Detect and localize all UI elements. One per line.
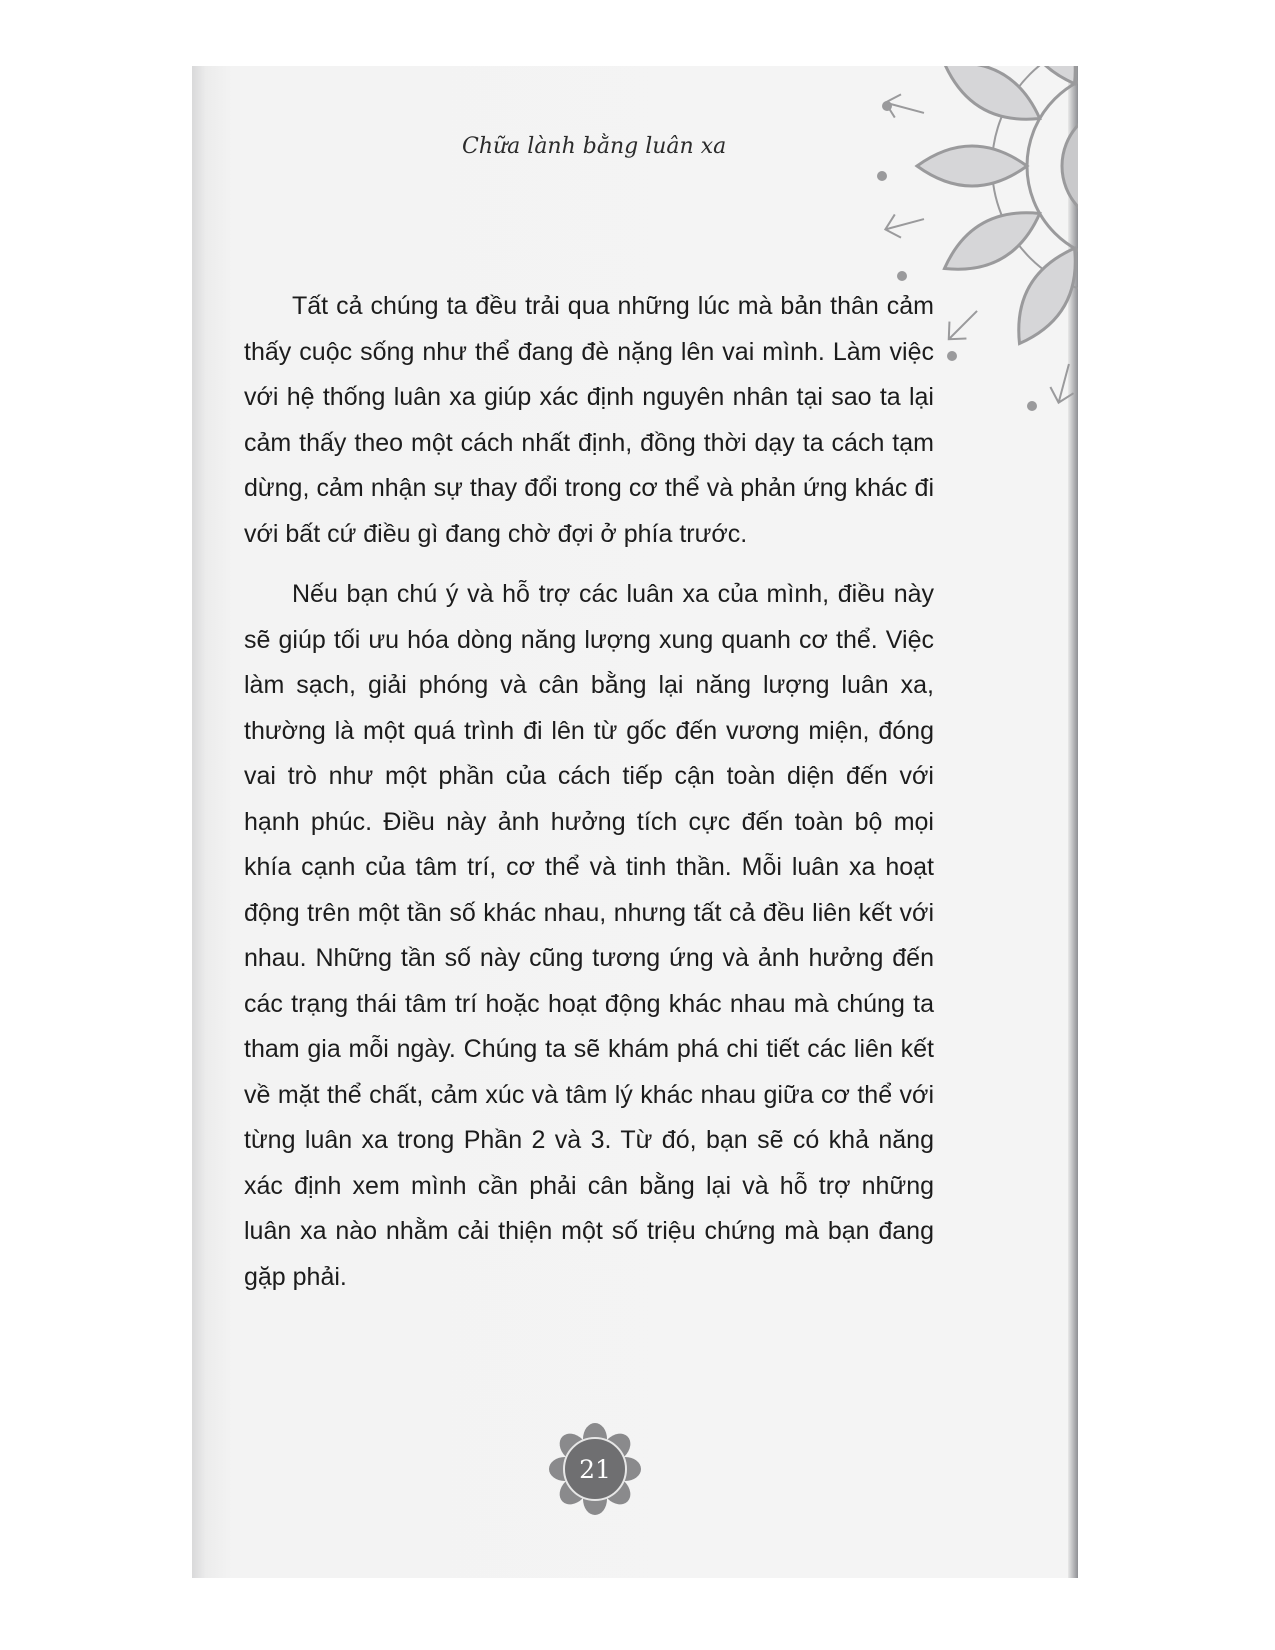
page-number: 21 bbox=[579, 1454, 611, 1484]
running-head: Chữa lành bằng luân xa bbox=[462, 134, 727, 159]
book-page bbox=[192, 66, 1078, 1578]
paragraph: Nếu bạn chú ý và hỗ trợ các luân xa của mình, điều này sẽ giúp tối ưu hóa dòng năng lượng xung quanh cơ thể. Việc làm sạch, giải phóng và cân bằng lại năng lượng luân xa, thường là một quá trình đi lên từ gốc đến vương miện, đóng vai trò như một phần của cách tiếp cận toàn diện đến với hạnh phúc. Điều này ảnh hưởng tích cực đến toàn bộ mọi khía cạnh của tâm trí, cơ thể và tinh thần. Mỗi luân xa hoạt động trên một tần số khác nhau, nhưng tất cả đều liên kết với nhau. Những tần số này cũng tương ứng và ảnh hưởng đến các trạng thái tâm trí hoặc hoạt động khác nhau mà chúng ta tham gia mỗi ngày. Chúng ta sẽ khám phá chi tiết các liên kết về mặt thể chất, cảm xúc và tâm lý khác nhau giữa cơ thể với từng luân xa trong Phần 2 và 3. Từ đó, bạn sẽ có khả năng xác định xem mình cần phải cân bằng lại và hỗ trợ những luân xa nào nhằm cải thiện một số triệu chứng mà bạn đang gặp phải. bbox=[244, 580, 934, 1291]
paragraph: Tất cả chúng ta đều trải qua những lúc mà bản thân cảm thấy cuộc sống như thể đang đè nặng lên vai mình. Làm việc với hệ thống luân xa giúp xác định nguyên nhân tại sao ta lại cảm thấy theo một cách nhất định, đồng thời dạy ta cách tạm dừng, cảm nhận sự thay đổi trong cơ thể và phản ứng khác đi với bất cứ điều gì đang chờ đợi ở phía trước. bbox=[244, 292, 934, 548]
body-text bbox=[244, 284, 934, 1315]
